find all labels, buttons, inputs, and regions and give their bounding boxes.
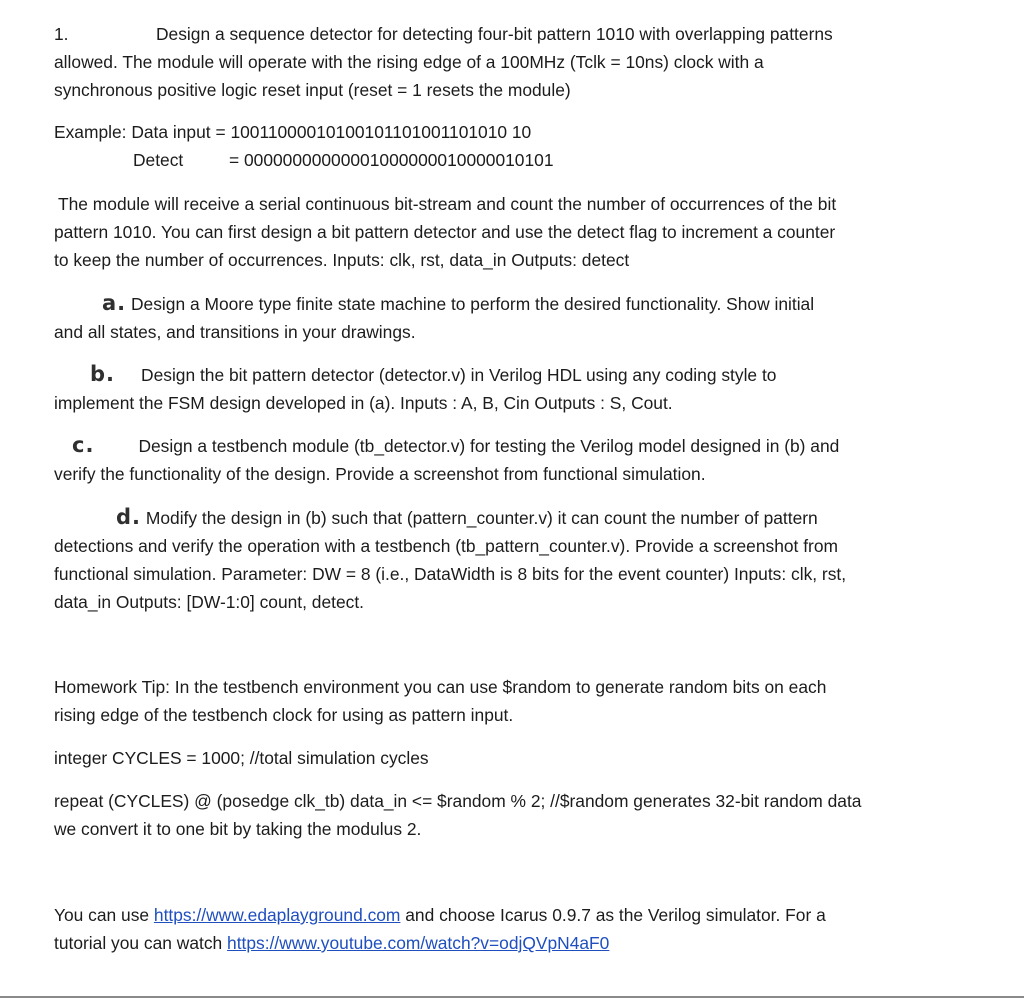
part-c: c. Design a testbench module (tb_detector.v) for testing the Verilog model designed in (b) and verify the functionality of the design. Provide a screenshot from functional simulation.: [54, 433, 840, 484]
example-detect-line: [54, 146, 959, 174]
part-b-text: Design the bit pattern detector (detector.v) in Verilog HDL using any coding style to: [141, 365, 777, 385]
youtube-tutorial-link[interactable]: https://www.youtube.com/watch?v=odjQVpN4aF0: [227, 933, 610, 953]
part-c-text: Design a testbench module (tb_detector.v) for testing the Verilog model designed in (b) and: [138, 436, 840, 456]
homework-tip: Homework Tip: In the testbench environment you can use $random to generate random bits on each rising edge of the testbench clock for using as pattern input.: [54, 677, 827, 725]
example-detect-label: Detect: [133, 150, 184, 170]
edaplayground-link[interactable]: https://www.edaplayground.com: [153, 905, 401, 925]
part-b-marker: b.: [90, 362, 116, 386]
part-a: a. Design a Moore type finite state machine to perform the desired functionality. Show initial and all states, and transitions in your drawings.: [54, 291, 815, 342]
resources-paragraph: You can use https://www.edaplayground.com and choose Icarus 0.9.7 as the Verilog simulator. For a tutorial you can watch https://www.youtube.com/watch?v=odjQVpN4aF0: [54, 905, 826, 953]
example-detect-value: = 00000000000001000000010000010101: [229, 150, 554, 170]
problem-line-3: synchronous positive logic reset input (reset = 1 resets the module): [54, 80, 571, 100]
part-b: b. Design the bit pattern detector (detector.v) in Verilog HDL using any coding style to implement the FSM design developed in (a). Inputs : A, B, Cin Outputs : S, Cout.: [54, 362, 777, 413]
problem-statement: [54, 20, 959, 104]
part-d: d. Modify the design in (b) such that (pattern_counter.v) it can count the number of pattern detections and verify the operation with a testbench (tb_pattern_counter.v). Provide a screenshot from functional simulation. Parameter: DW = 8 (i.e., DataWidth is 8 bits for the event counter) Inputs: clk, rst, data_in Outputs: [DW-1:0] count, detect.: [54, 505, 847, 612]
description-paragraph: The module will receive a serial continuous bit-stream and count the number of occurrences of the bit pattern 1010. You can first design a bit pattern detector and use the detect flag to increment a counter to keep the number of occurrences. Inputs: clk, rst, data_in Outputs: detect: [54, 194, 837, 270]
part-d-text: Modify the design in (b) such that (pattern_counter.v) it can count the number of pattern: [145, 508, 818, 528]
problem-number: 1.: [54, 24, 69, 44]
problem-line-2: allowed. The module will operate with the rising edge of a 100MHz (Tclk = 10ns) clock with a: [54, 52, 764, 72]
example-input-value: = 10011000010100101101001101010 10: [215, 122, 532, 142]
code-repeat-block: repeat (CYCLES) @ (posedge clk_tb) data_in <= $random % 2; //$random generates 32-bit random data we convert it to one bit by taking the modulus 2.: [54, 791, 862, 839]
code-cycles-line: integer CYCLES = 1000; //total simulation cycles: [54, 748, 429, 768]
example-input-line: [54, 118, 959, 146]
problem-line-1: 1. Design a sequence detector for detecting four-bit pattern 1010 with overlapping patterns: [54, 20, 959, 48]
example-input-label: Example: Data input: [54, 122, 211, 142]
example-block: [54, 118, 959, 174]
part-c-marker: c.: [72, 433, 95, 457]
part-a-marker: a.: [102, 291, 127, 315]
part-a-text: Design a Moore type finite state machine to perform the desired functionality. Show initial: [131, 294, 815, 314]
page-bottom-divider: [0, 996, 1024, 998]
part-d-marker: d.: [116, 505, 142, 529]
